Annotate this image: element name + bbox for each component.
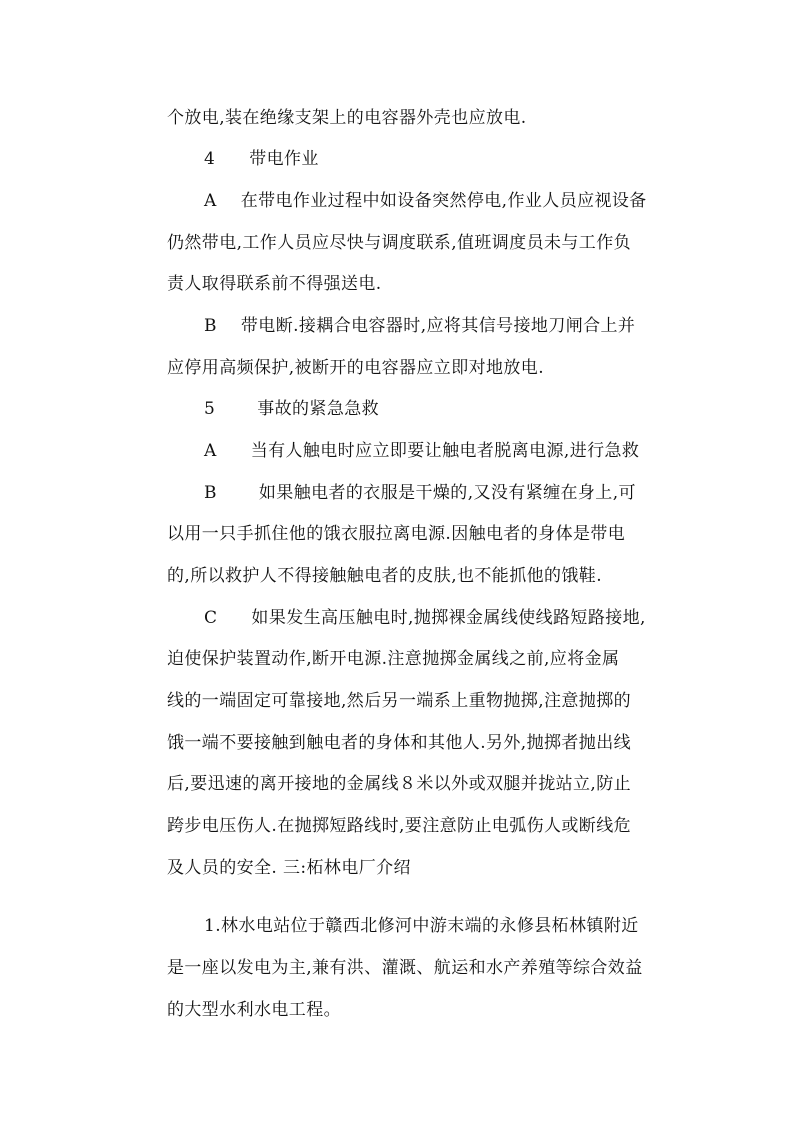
- line-text: 个放电,装在绝缘支架上的电容器外壳也应放电.: [167, 108, 527, 128]
- text-line: [167, 856, 687, 880]
- line-text: 如果触电者的衣服是干燥的,又没有紧缠在身上,可: [258, 483, 636, 503]
- item-marker: B: [204, 316, 217, 336]
- text-line: [204, 481, 687, 505]
- line-text: 是一座以发电为主,兼有洪、灌溉、航运和水产养殖等综合效益: [167, 958, 643, 978]
- line-text: 的大型水利水电工程。: [167, 1000, 341, 1020]
- text-line: [167, 272, 687, 296]
- line-text: 仍然带电,工作人员应尽快与调度联系,值班调度员未与工作负: [167, 233, 632, 253]
- section-heading: [204, 147, 687, 171]
- section-title: 带电作业: [249, 149, 319, 169]
- line-text: 应停用高频保护,被断开的电容器应立即对地放电.: [167, 358, 545, 378]
- text-line: [167, 956, 687, 980]
- text-line: [204, 189, 687, 213]
- text-line: [204, 314, 687, 338]
- line-text: 如果发生高压触电时,抛掷裸金属线使线路短路接地,: [251, 608, 646, 628]
- text-line: [167, 356, 687, 380]
- text-line: [167, 231, 687, 255]
- line-text: 的,所以救护人不得接触触电者的皮肤,也不能抓他的饿鞋.: [167, 566, 603, 586]
- line-text: 线的一端固定可靠接地,然后另一端系上重物抛掷,注意抛掷的: [167, 691, 632, 711]
- line-text: 饿一端不要接触到触电者的身体和其他人.另外,抛掷者抛出线: [167, 733, 632, 753]
- text-line: [204, 606, 687, 630]
- line-text: 责人取得联系前不得强送电.: [167, 274, 382, 294]
- text-line: [167, 106, 687, 130]
- section-title: 事故的紧急急救: [257, 399, 380, 419]
- text-line: [167, 814, 687, 838]
- line-text: 及人员的安全. 三:柘林电厂介绍: [167, 858, 411, 878]
- line-text: 当有人触电时应立即要让触电者脱离电源,进行急救: [250, 441, 640, 461]
- item-marker: A: [204, 191, 217, 211]
- line-text: 以用一只手抓住他的饿衣服拉离电源.因触电者的身体是带电: [167, 524, 626, 544]
- text-line: [204, 914, 687, 938]
- text-line: [167, 731, 687, 755]
- line-text: 迫使保护装置动作,断开电源.注意抛掷金属线之前,应将金属: [167, 649, 620, 669]
- line-text: 跨步电压伤人.在抛掷短路线时,要注意防止电弧伤人或断线危: [167, 816, 632, 836]
- text-line: [167, 689, 687, 713]
- text-line: [167, 522, 687, 546]
- text-line: [167, 998, 687, 1022]
- text-line: [167, 647, 687, 671]
- section-number: 5: [204, 399, 216, 419]
- text-line: [167, 564, 687, 588]
- text-line: [167, 772, 687, 796]
- text-line: [204, 439, 687, 463]
- line-text: 1.林水电站位于赣西北修河中游末端的永修县柘林镇附近: [204, 916, 639, 936]
- item-marker: A: [204, 441, 217, 461]
- item-marker: B: [204, 483, 217, 503]
- section-heading: [204, 397, 687, 421]
- item-marker: C: [204, 608, 218, 628]
- section-number: 4: [204, 149, 216, 169]
- line-text: 后,要迅速的离开接地的金属线８米以外或双腿并拢站立,防止: [167, 774, 632, 794]
- line-text: 在带电作业过程中如设备突然停电,作业人员应视设备: [240, 191, 647, 211]
- line-text: 带电断.接耦合电容器时,应将其信号接地刀闸合上并: [240, 316, 636, 336]
